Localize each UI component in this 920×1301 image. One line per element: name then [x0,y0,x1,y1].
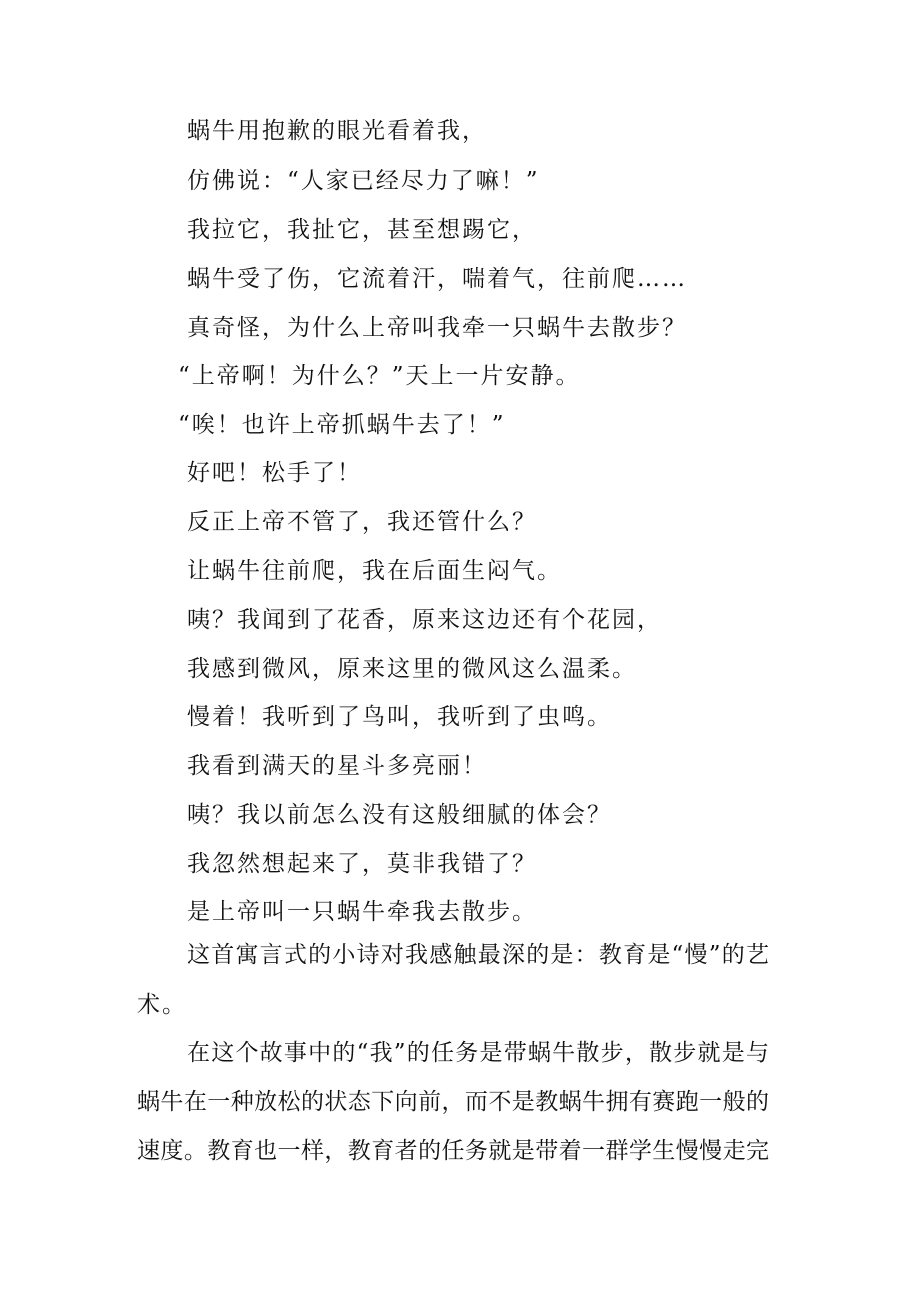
paragraph-line: 术。 [137,992,187,1018]
poem-line: 蜗牛受了伤，它流着汗，喘着气，往前爬…… [187,266,687,292]
poem-line: 是上帝叫一只蜗牛牵我去散步。 [187,899,537,925]
poem-line: 真奇怪，为什么上帝叫我牵一只蜗牛去散步？ [187,315,687,341]
paragraph-line: 蜗牛在一种放松的状态下向前，而不是教蜗牛拥有赛跑一般的 [137,1089,769,1115]
poem-line: 慢着！我听到了鸟叫，我听到了虫鸣。 [187,704,612,730]
poem-line: 我拉它，我扯它，甚至想踢它， [187,217,537,243]
poem-line: 蜗牛用抱歉的眼光看着我， [187,118,487,144]
poem-line: 好吧！松手了！ [187,460,362,486]
poem-line: 仿佛说：“人家已经尽力了嘛！” [187,168,540,194]
poem-line: “唉！也许上帝抓蜗牛去了！” [178,412,506,438]
poem-line: 咦？我闻到了花香，原来这边还有个花园， [187,607,662,633]
paragraph-line: 这首寓言式的小诗对我感触最深的是：教育是“慢”的艺 [187,942,769,968]
paragraph-line: 在这个故事中的“我”的任务是带蜗牛散步，散步就是与 [187,1040,769,1066]
poem-line: 我忽然想起来了，莫非我错了？ [187,851,537,877]
poem-line: “上帝啊！为什么？”天上一片安静。 [178,363,581,389]
poem-line: 反正上帝不管了，我还管什么？ [187,509,537,535]
poem-line: 咦？我以前怎么没有这般细腻的体会？ [187,802,612,828]
poem-line: 让蜗牛往前爬，我在后面生闷气。 [187,558,562,584]
poem-line: 我看到满天的星斗多亮丽！ [187,753,487,779]
poem-line: 我感到微风，原来这里的微风这么温柔。 [187,656,637,682]
paragraph-line: 速度。教育也一样，教育者的任务就是带着一群学生慢慢走完 [137,1138,769,1164]
